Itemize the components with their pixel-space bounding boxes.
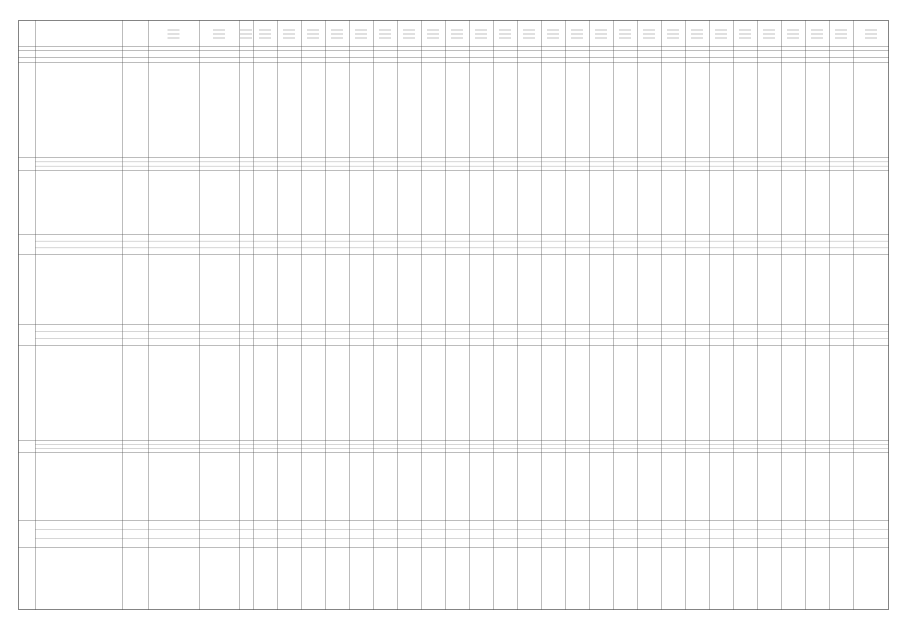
table-grid (18, 20, 889, 610)
budget-table (18, 20, 889, 610)
table-border (19, 21, 889, 610)
